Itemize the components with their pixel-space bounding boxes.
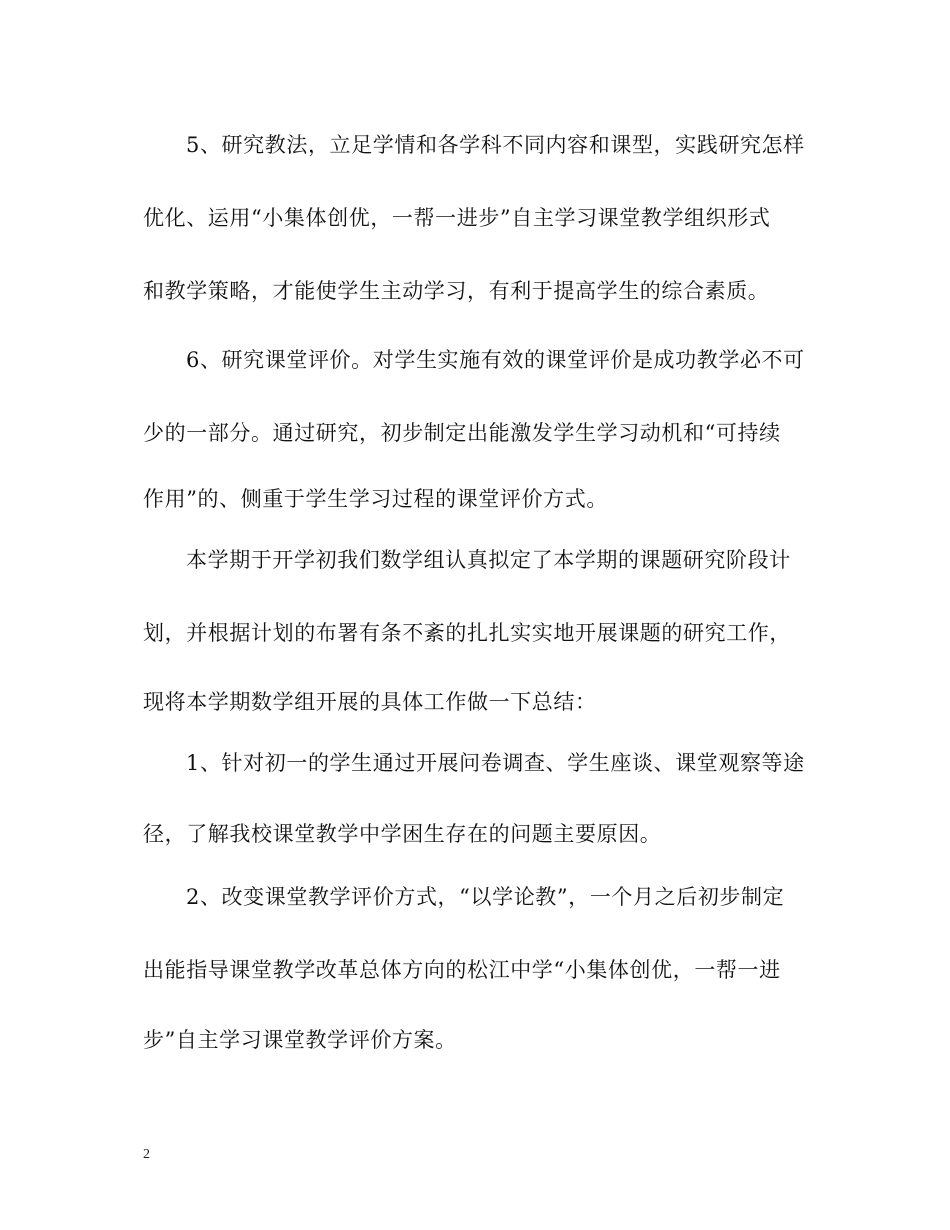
text-line-work2-line3: 步”自主学习课堂教学评价方案。 <box>143 1028 457 1052</box>
page-number: 2 <box>143 1147 150 1162</box>
text-line-summary-line2: 划，并根据计划的布署有条不紊的扎扎实实地开展课题的研究工作， <box>143 621 791 645</box>
text-line-work1-line2: 径，了解我校课堂教学中学困生存在的问题主要原因。 <box>143 822 662 846</box>
text-line-item5-line1: 5、研究教法，立足学情和各学科不同内容和课型，实践研究怎样 <box>186 133 805 157</box>
text-line-work1-line1: 1、针对初一的学生通过开展问卷调查、学生座谈、课堂观察等途 <box>186 751 805 775</box>
text-line-item6-line3: 作用”的、侧重于学生学习过程的课堂评价方式。 <box>143 487 608 511</box>
text-line-summary-line1: 本学期于开学初我们数学组认真拟定了本学期的课题研究阶段计 <box>186 548 791 572</box>
text-line-item6-line1: 6、研究课堂评价。对学生实施有效的课堂评价是成功教学必不可 <box>186 348 805 372</box>
text-line-summary-line3: 现将本学期数学组开展的具体工作做一下总结： <box>143 690 597 714</box>
text-line-work2-line1: 2、改变课堂教学评价方式，“以学论教”，一个月之后初步制定 <box>186 885 785 909</box>
text-line-item5-line2: 优化、运用“小集体创优，一帮一进步”自主学习课堂教学组织形式 <box>143 206 771 230</box>
text-line-item6-line2: 少的一部分。通过研究，初步制定出能激发学生学习动机和“可持续 <box>143 421 781 445</box>
text-line-item5-line3: 和教学策略，才能使学生主动学习，有利于提高学生的综合素质。 <box>143 279 770 303</box>
text-line-work2-line2: 出能指导课堂教学改革总体方向的松江中学“小集体创优，一帮一进 <box>143 958 781 982</box>
